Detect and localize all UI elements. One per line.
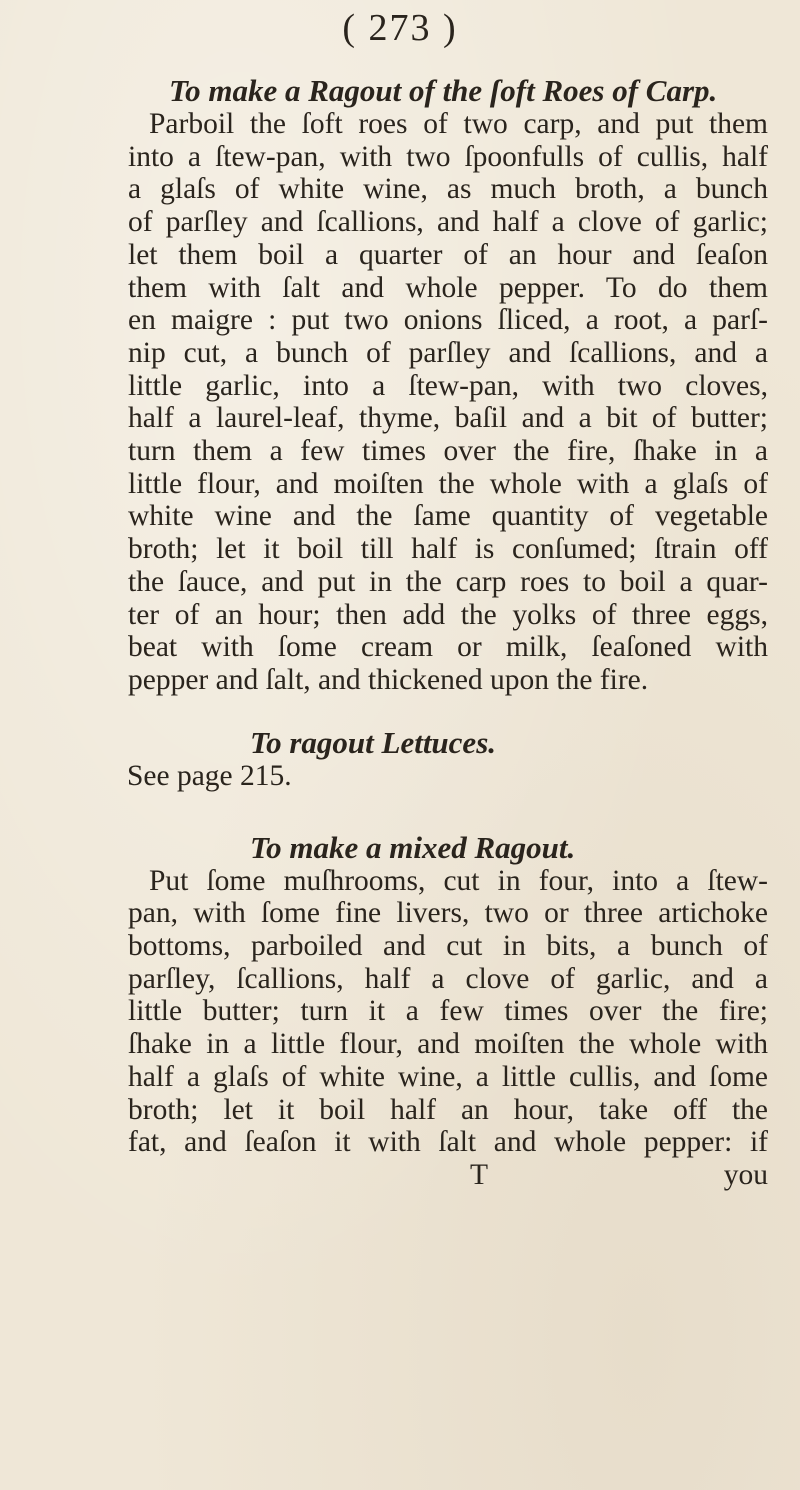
recipe-mixed-ragout [0, 831, 800, 1159]
page-footer [128, 1159, 768, 1193]
text-line: beat with ſome cream or milk, ſeaſoned with [128, 631, 768, 664]
text-line: bottoms, parboiled and cut in bits, a bunch of [128, 930, 768, 963]
text-line: ter of an hour; then add the yolks of three eggs, [128, 598, 768, 631]
text-line: let them boil a quarter of an hour and ſeaſon [128, 238, 768, 271]
catchword: you [723, 1158, 768, 1191]
text-line: half a laurel-leaf, thyme, baſil and a bit of butter; [128, 402, 768, 435]
recipe-carp-roes [0, 74, 800, 697]
text-line: pan, with ſome fine livers, two or three artichoke [128, 897, 768, 930]
text-line: turn them a few times over the fire, ſhake in a [128, 435, 768, 468]
recipe-body [128, 865, 768, 1159]
text-line: little flour, and moiſten the whole with a glaſs of [128, 467, 768, 500]
recipe-lettuces [0, 726, 800, 793]
text-line: nip cut, a bunch of parſley and ſcallions, and a [128, 336, 768, 369]
text-line: half a glaſs of white wine, a little cullis, and ſome [128, 1060, 768, 1093]
recipe-heading: To ragout Lettuces. [250, 724, 497, 760]
text-line: little garlic, into a ſtew-pan, with two cloves, [128, 369, 768, 402]
text-line: a glaſs of white wine, as much broth, a bunch [128, 173, 768, 206]
text-line: little butter; turn it a few times over the fire; [128, 995, 768, 1028]
text-line: pepper and ſalt, and thickened upon the fire. [128, 663, 649, 696]
text-line: the ſauce, and put in the carp roes to boil a quar- [128, 565, 768, 598]
text-line: of parſley and ſcallions, and half a clove of garlic; [128, 206, 768, 239]
text-line: white wine and the ſame quantity of vegetable [128, 500, 768, 533]
page-content [0, 74, 800, 1193]
text-line: fat, and ſeaſon it with ſalt and whole pepper: if [128, 1126, 768, 1159]
text-line: en maigre : put two onions ſliced, a root, a parſ- [128, 304, 768, 337]
text-line: broth; let it boil till half is conſumed; ſtrain off [128, 533, 768, 566]
text-line: them with ſalt and whole pepper. To do them [128, 271, 768, 304]
text-line: ſhake in a little flour, and moiſten the whole with [128, 1028, 768, 1061]
signature-mark: T [470, 1158, 489, 1191]
recipe-body [128, 108, 768, 697]
text-line: Put ſome muſhrooms, cut in four, into a ſtew- [149, 864, 768, 897]
recipe-heading: To make a Ragout of the ſoft Roes of Carp. [169, 73, 718, 108]
page-number: ( 273 ) [342, 7, 458, 49]
text-line: parſley, ſcallions, half a clove of garlic, and a [128, 962, 768, 995]
cross-reference: See page 215. [127, 759, 292, 792]
recipe-heading: To make a mixed Ragout. [250, 829, 576, 865]
text-line: into a ſtew-pan, with two ſpoonfulls of cullis, half [128, 140, 768, 173]
text-line: Parboil the ſoft roes of two carp, and put them [149, 108, 768, 140]
text-line: broth; let it boil half an hour, take off the [128, 1093, 768, 1126]
